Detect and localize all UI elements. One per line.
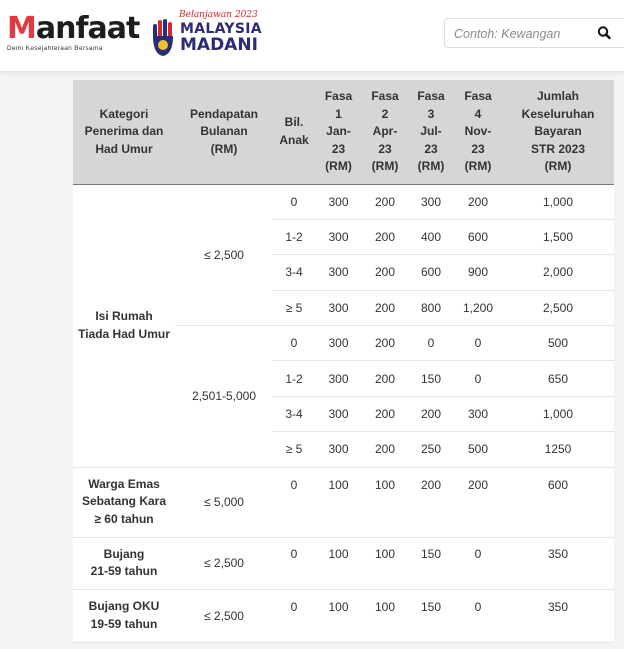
header-total: Jumlah Keseluruhan Bayaran STR 2023 (RM)	[502, 80, 614, 184]
category-cell: Isi Rumah Tiada Had Umur	[73, 184, 175, 467]
table-cell: 300	[454, 396, 502, 431]
table-cell: 100	[315, 589, 362, 642]
table-cell: ≥ 5	[273, 290, 315, 325]
table-cell: 300	[315, 432, 362, 467]
table-cell: 900	[454, 255, 502, 290]
table-cell: 100	[315, 537, 362, 589]
table-cell: 100	[362, 589, 408, 642]
table-cell: 0	[273, 467, 315, 537]
table-cell: 1,500	[502, 219, 614, 254]
header-phase3: Fasa 3 Jul- 23 (RM)	[408, 80, 454, 184]
table-cell: 1,000	[502, 396, 614, 431]
logo-wordmark: Manfaat	[7, 11, 140, 46]
table-cell: 150	[408, 537, 454, 589]
table-cell: 100	[362, 467, 408, 537]
table-cell: 200	[362, 255, 408, 290]
income-cell: ≤ 5,000	[175, 467, 273, 537]
table-cell: 0	[454, 361, 502, 396]
table-cell: 600	[408, 255, 454, 290]
table-cell: 300	[315, 396, 362, 431]
table-cell: 300	[315, 326, 362, 361]
table-row	[73, 467, 614, 537]
table-cell: 0	[454, 589, 502, 642]
table-cell: 0	[454, 326, 502, 361]
income-cell: 2,501-5,000	[175, 326, 273, 468]
income-cell: ≤ 2,500	[175, 184, 273, 326]
table-cell: 650	[502, 361, 614, 396]
table-cell: 0	[273, 326, 315, 361]
table-cell: 300	[315, 290, 362, 325]
table-cell: 200	[362, 290, 408, 325]
table-cell: 200	[362, 184, 408, 219]
table-cell: 100	[362, 537, 408, 589]
table-cell: 600	[454, 219, 502, 254]
header-category: Kategori Penerima dan Had Umur	[73, 80, 175, 184]
table-cell: 500	[454, 432, 502, 467]
table-cell: 300	[315, 361, 362, 396]
table-cell: 0	[273, 184, 315, 219]
table-cell: 1,000	[502, 184, 614, 219]
header-phase1: Fasa 1 Jan- 23 (RM)	[315, 80, 362, 184]
table-cell: 1-2	[273, 219, 315, 254]
table-cell: 200	[454, 467, 502, 537]
table-cell: 100	[315, 467, 362, 537]
madani-hand-icon	[152, 18, 174, 58]
table-cell: 300	[408, 184, 454, 219]
table-cell: 2,000	[502, 255, 614, 290]
table-cell: 600	[502, 467, 614, 537]
table-cell: 200	[362, 396, 408, 431]
table-cell: 200	[362, 326, 408, 361]
madani-line1: MALAYSIA	[180, 21, 262, 37]
table-cell: 2,500	[502, 290, 614, 325]
table-cell: 150	[408, 361, 454, 396]
table-cell: 200	[362, 432, 408, 467]
income-cell: ≤ 2,500	[175, 589, 273, 642]
table-cell: 0	[273, 537, 315, 589]
table-cell: 350	[502, 537, 614, 589]
table-row	[73, 589, 614, 642]
table-cell: 1-2	[273, 361, 315, 396]
category-cell: Bujang 21-59 tahun	[73, 537, 175, 589]
table-cell: 1,200	[454, 290, 502, 325]
income-cell: ≤ 2,500	[175, 537, 273, 589]
table-cell: 200	[408, 467, 454, 537]
table-cell: 200	[362, 361, 408, 396]
table-cell: 200	[362, 219, 408, 254]
table-cell: 800	[408, 290, 454, 325]
madani-line2: MADANI	[180, 35, 258, 55]
header-phase2: Fasa 2 Apr- 23 (RM)	[362, 80, 408, 184]
table-cell: 150	[408, 589, 454, 642]
table-cell: 0	[273, 589, 315, 642]
table-row	[73, 537, 614, 589]
table-cell: ≥ 5	[273, 432, 315, 467]
table-cell: 350	[502, 589, 614, 642]
table-cell: 400	[408, 219, 454, 254]
table-row	[73, 184, 614, 219]
logo-tagline: Demi Kesejahteraan Bersama	[7, 45, 103, 52]
table-cell: 3-4	[273, 255, 315, 290]
str-payment-table	[73, 80, 614, 643]
table-cell: 0	[454, 537, 502, 589]
table-cell: 300	[315, 255, 362, 290]
belanjawan-script: Belanjawan 2023	[179, 10, 258, 20]
table-cell: 300	[315, 184, 362, 219]
table-cell: 300	[315, 219, 362, 254]
table-header-row	[73, 80, 614, 184]
header-income: Pendapatan Bulanan (RM)	[175, 80, 273, 184]
table-cell: 200	[454, 184, 502, 219]
header-children: Bil. Anak	[273, 80, 315, 184]
search-input[interactable]	[454, 25, 594, 43]
table-cell: 200	[408, 396, 454, 431]
malaysia-madani-logo	[152, 10, 262, 60]
table-cell: 500	[502, 326, 614, 361]
category-cell: Bujang OKU 19-59 tahun	[73, 589, 175, 642]
site-header	[0, 0, 624, 72]
table-cell: 3-4	[273, 396, 315, 431]
table-cell: 0	[408, 326, 454, 361]
table-body	[73, 184, 614, 642]
category-cell: Warga Emas Sebatang Kara ≥ 60 tahun	[73, 467, 175, 537]
table-cell: 1250	[502, 432, 614, 467]
search-icon[interactable]	[595, 24, 615, 42]
table-cell: 250	[408, 432, 454, 467]
header-phase4: Fasa 4 Nov- 23 (RM)	[454, 80, 502, 184]
manfaat-logo[interactable]	[7, 11, 140, 54]
